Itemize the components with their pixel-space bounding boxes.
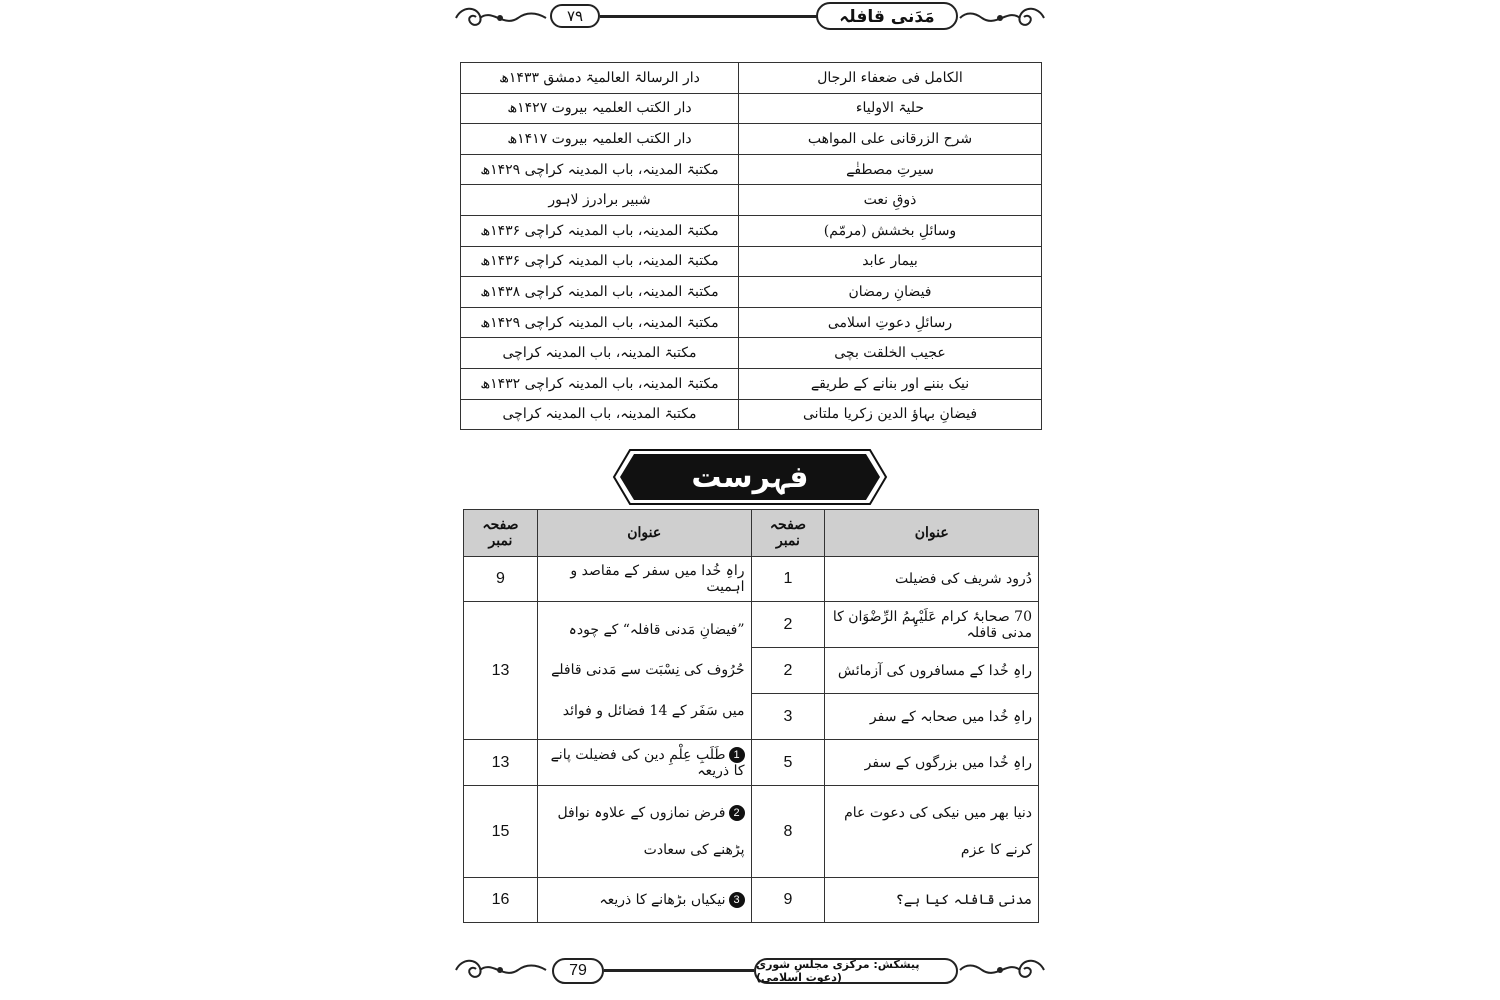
toc-page: 9 bbox=[751, 878, 825, 923]
toc-title-text: طَلَبِ عِلْمِ دین کی فضیلت پانے کا ذریعہ bbox=[550, 746, 745, 779]
reference-book: رسائلِ دعوتِ اسلامی bbox=[739, 307, 1042, 338]
toc-page: 2 bbox=[751, 648, 825, 694]
header-page-number: ۷۹ bbox=[550, 4, 600, 28]
footer-page-number: 79 bbox=[552, 958, 604, 984]
contents-table bbox=[463, 509, 1039, 923]
reference-publisher: مکتبۃ المدینہ، باب المدینہ کراچی ۱۴۳۲ھ bbox=[461, 368, 739, 399]
footer-right-ornament bbox=[958, 956, 1048, 984]
toc-page: 16 bbox=[464, 878, 538, 923]
toc-page: 5 bbox=[751, 740, 825, 786]
header-page-left: صفحہ نمبر bbox=[464, 510, 538, 557]
toc-title bbox=[537, 786, 751, 878]
reference-row bbox=[461, 185, 1042, 216]
reference-publisher: دار الکتب العلمیہ بیروت ۱۴۲۷ھ bbox=[461, 93, 739, 124]
footer-left-ornament bbox=[452, 956, 550, 984]
reference-book: الکامل فی ضعفاء الرجال bbox=[739, 63, 1042, 94]
reference-publisher: مکتبۃ المدینہ، باب المدینہ کراچی ۱۴۳۸ھ bbox=[461, 277, 739, 308]
toc-title bbox=[537, 740, 751, 786]
reference-publisher: مکتبۃ المدینہ، باب المدینہ کراچی bbox=[461, 399, 739, 430]
reference-row bbox=[461, 368, 1042, 399]
contents-header-row bbox=[464, 510, 1039, 557]
reference-book: فیضانِ رمضان bbox=[739, 277, 1042, 308]
toc-title: راہِ خُدا میں بزرگوں کے سفر bbox=[825, 740, 1039, 786]
toc-title: دُرود شریف کی فضیلت bbox=[825, 557, 1039, 602]
table-row bbox=[464, 557, 1039, 602]
header-title-left: عنوان bbox=[537, 510, 751, 557]
header-left-ornament bbox=[452, 4, 550, 32]
reference-row bbox=[461, 215, 1042, 246]
reference-row bbox=[461, 307, 1042, 338]
toc-page: 1 bbox=[751, 557, 825, 602]
reference-book: فیضانِ بہاؤ الدین زکریا ملتانی bbox=[739, 399, 1042, 430]
reference-publisher: مکتبۃ المدینہ، باب المدینہ کراچی ۱۴۳۶ھ bbox=[461, 215, 739, 246]
footer-rule-left bbox=[604, 969, 754, 972]
reference-book: نیک بننے اور بنانے کے طریقے bbox=[739, 368, 1042, 399]
header-title: مَدَنی قافلہ bbox=[816, 2, 958, 30]
toc-title-text: نیکیاں بڑھانے کا ذریعہ bbox=[599, 892, 726, 908]
toc-page: 13 bbox=[464, 740, 538, 786]
toc-title: راہِ خُدا میں سفر کے مقاصد و اہمیت bbox=[537, 557, 751, 602]
toc-page: 15 bbox=[464, 786, 538, 878]
reference-book: شرح الزرقانی علی المواھب bbox=[739, 124, 1042, 155]
reference-row bbox=[461, 63, 1042, 94]
marker-3: 3 bbox=[729, 892, 745, 908]
reference-publisher: مکتبۃ المدینہ، باب المدینہ کراچی ۱۴۲۹ھ bbox=[461, 307, 739, 338]
toc-title: راہِ خُدا میں صحابہ کے سفر bbox=[825, 694, 1039, 740]
reference-row bbox=[461, 93, 1042, 124]
toc-page: 13 bbox=[464, 602, 538, 740]
reference-publisher: مکتبۃ المدینہ، باب المدینہ کراچی bbox=[461, 338, 739, 369]
toc-title-text: فرض نمازوں کے علاوہ نوافل پڑھنے کی سعادت bbox=[557, 805, 745, 858]
reference-publisher: دار الرسالۃ العالمیۃ دمشق ۱۴۳۳ھ bbox=[461, 63, 739, 94]
reference-row bbox=[461, 338, 1042, 369]
header-page-right: صفحہ نمبر bbox=[751, 510, 825, 557]
reference-publisher: شبیر برادرز لاہور bbox=[461, 185, 739, 216]
table-row bbox=[464, 786, 1039, 878]
footer-presenter: پیشکش: مرکزی مجلسِ شوریٰ (دعوتِ اسلامی) bbox=[754, 958, 958, 984]
reference-publisher: دار الکتب العلمیہ بیروت ۱۴۱۷ھ bbox=[461, 124, 739, 155]
reference-row bbox=[461, 399, 1042, 430]
toc-page: 9 bbox=[464, 557, 538, 602]
toc-page: 8 bbox=[751, 786, 825, 878]
toc-title: ”فیضانِ مَدنی قافلہ“ کے چودہ حُرُوف کی نِسْبَت سے مَدنی قافلے میں سَفَر کے 14 فضائل و فوائد bbox=[537, 602, 751, 740]
reference-book: حلیۃ الاولیاء bbox=[739, 93, 1042, 124]
marker-2: 2 bbox=[729, 805, 745, 821]
reference-book: عجیب الخلقت بچی bbox=[739, 338, 1042, 369]
toc-page: 2 bbox=[751, 602, 825, 648]
reference-book: سیرتِ مصطفٰے bbox=[739, 154, 1042, 185]
table-row bbox=[464, 602, 1039, 648]
references-table bbox=[460, 62, 1042, 430]
reference-publisher: مکتبۃ المدینہ، باب المدینہ کراچی ۱۴۳۶ھ bbox=[461, 246, 739, 277]
contents-banner-title: فہرست bbox=[691, 459, 809, 495]
header-right-ornament bbox=[958, 4, 1048, 32]
reference-row bbox=[461, 246, 1042, 277]
table-row bbox=[464, 740, 1039, 786]
reference-row bbox=[461, 154, 1042, 185]
reference-book: وسائلِ بخشش (مرمّم) bbox=[739, 215, 1042, 246]
reference-row bbox=[461, 277, 1042, 308]
toc-title: مدنی قافلہ کیا ہے؟ bbox=[825, 878, 1039, 923]
toc-title: راہِ خُدا کے مسافروں کی آزمائش bbox=[825, 648, 1039, 694]
reference-row bbox=[461, 124, 1042, 155]
marker-1: 1 bbox=[729, 747, 745, 763]
toc-title bbox=[537, 878, 751, 923]
toc-title: دنیا بھر میں نیکی کی دعوت عام کرنے کا عزم bbox=[825, 786, 1039, 878]
header-title-right: عنوان bbox=[825, 510, 1039, 557]
header-rule-left bbox=[600, 15, 818, 18]
table-row bbox=[464, 878, 1039, 923]
toc-title: 70 صحابۂ کرام عَلَیْہِمُ الرِّضْوَان کا مدنی قافلہ bbox=[825, 602, 1039, 648]
toc-page: 3 bbox=[751, 694, 825, 740]
reference-book: بیمار عابد bbox=[739, 246, 1042, 277]
reference-book: ذوقِ نعت bbox=[739, 185, 1042, 216]
reference-publisher: مکتبۃ المدینہ، باب المدینہ کراچی ۱۴۲۹ھ bbox=[461, 154, 739, 185]
